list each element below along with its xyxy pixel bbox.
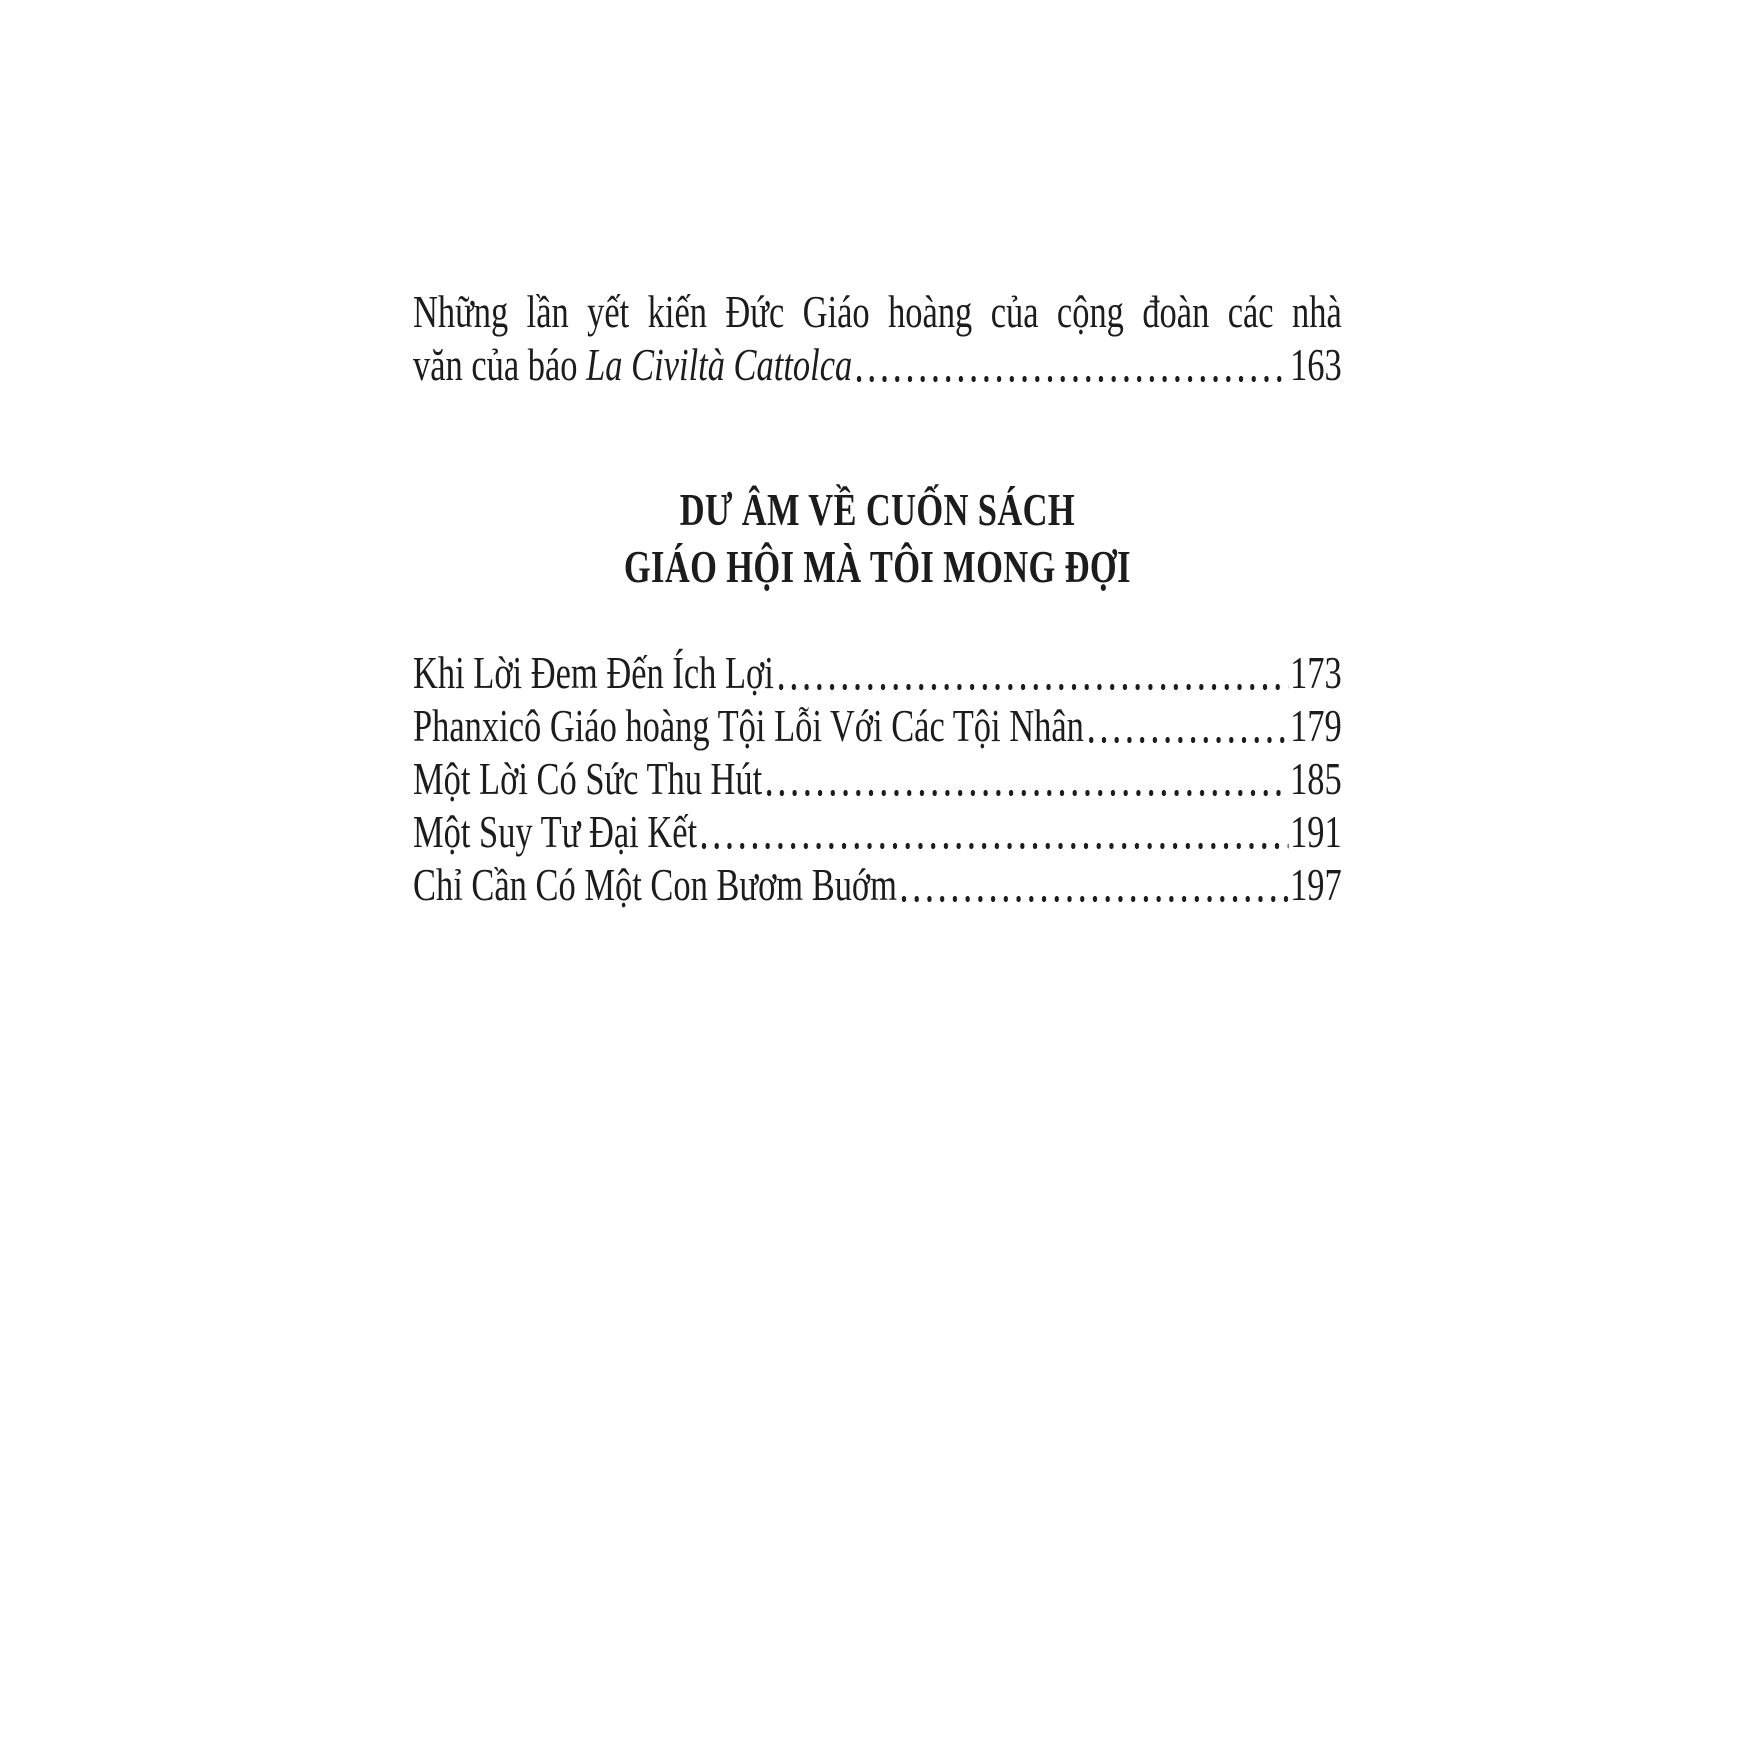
toc-entry [413, 646, 1342, 699]
toc-intro-entry [413, 285, 1342, 391]
dot-leader [853, 338, 1289, 391]
dot-leader [898, 858, 1289, 911]
section-heading-line1: DƯ ÂM VỀ CUỐN SÁCH [679, 484, 1076, 535]
toc-entry-page: 179 [1290, 700, 1342, 751]
toc-entry-title: Một Lời Có Sức Thu Hút [413, 753, 763, 804]
toc-entry [413, 699, 1342, 752]
toc-intro-journal-title: La Civiltà Cattolca [586, 339, 853, 390]
toc-intro-line2-prefix: văn của báo [413, 339, 587, 390]
toc-intro-line2 [413, 338, 1342, 391]
toc-intro-line2-text [413, 338, 852, 391]
toc-entry-title: Một Suy Tư Đại Kết [413, 806, 698, 857]
section-heading [413, 481, 1342, 595]
toc-intro-page-number: 163 [1290, 339, 1342, 390]
dot-leader [775, 646, 1289, 699]
toc-intro-line1: Những lần yết kiến Đức Giáo hoàng của cộng đoàn các nhà [413, 286, 1342, 337]
toc-entry-page: 197 [1290, 859, 1342, 910]
toc-entry-page: 191 [1290, 806, 1342, 857]
toc-entry [413, 752, 1342, 805]
toc-entry-page: 173 [1290, 647, 1342, 698]
toc-entry-title: Chỉ Cần Có Một Con Bươm Buớm [413, 859, 897, 910]
toc-entry-page: 185 [1290, 753, 1342, 804]
toc-entry [413, 805, 1342, 858]
toc-entry-list [413, 646, 1342, 911]
section-heading-line2: GIÁO HỘI MÀ TÔI MONG ĐỢI [623, 541, 1131, 592]
toc-entry [413, 858, 1342, 911]
dot-leader [763, 752, 1289, 805]
dot-leader [1085, 699, 1289, 752]
toc-entry-title: Phanxicô Giáo hoàng Tội Lỗi Với Các Tội Nhân [413, 700, 1084, 751]
toc-entry-title: Khi Lời Đem Đến Ích Lợi [413, 647, 774, 698]
dot-leader [698, 805, 1289, 858]
